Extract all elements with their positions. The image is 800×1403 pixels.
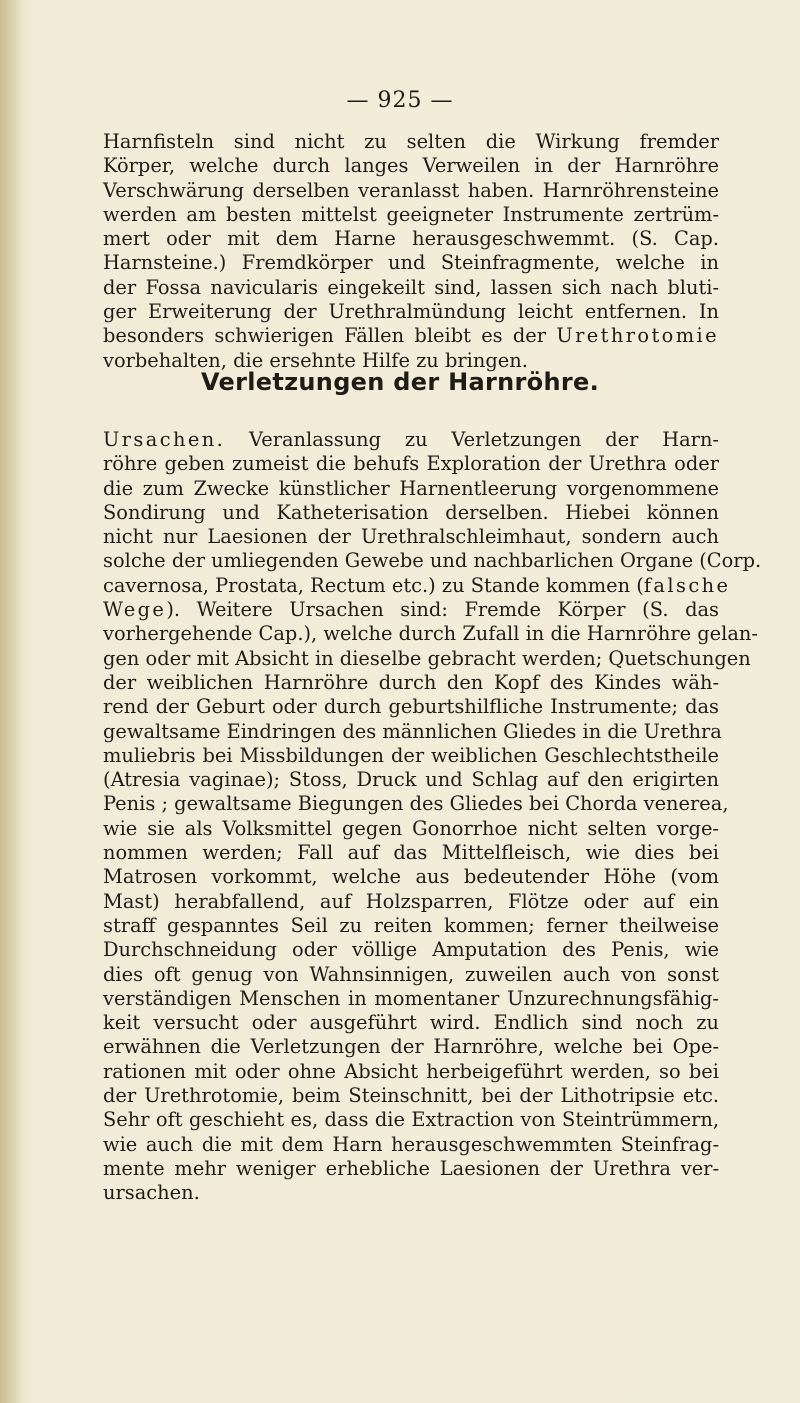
- text-line: keit versucht oder ausgeführt wird. Endlich sind noch zu: [103, 1011, 719, 1035]
- text-line: mente mehr weniger erhebliche Laesionen der Urethra ver-: [103, 1156, 719, 1180]
- emphasized-term: falsche: [643, 573, 731, 597]
- section-paragraph: [103, 428, 762, 1206]
- text-line: nommen werden; Fall auf das Mittelfleisch, wie dies bei: [103, 841, 719, 865]
- text-line: Körper, welche durch langes Verweilen in der Harnröhre: [103, 154, 719, 178]
- text-line: [103, 598, 719, 622]
- text-fragment: cavernosa, Prostata, Rectum etc.) zu Stande kommen (: [103, 573, 644, 597]
- emphasized-term: Wege: [103, 598, 167, 622]
- text-line: gen oder mit Absicht in dieselbe gebracht werden; Quetschungen: [103, 646, 751, 670]
- text-line: (Atresia vaginae); Stoss, Druck und Schlag auf den erigirten: [103, 768, 719, 792]
- text-line: rend der Geburt oder durch geburtshilfliche Instrumente; das: [103, 695, 719, 719]
- text-line: Sehr oft geschieht es, dass die Extraction von Steintrümmern,: [103, 1108, 719, 1132]
- text-line: der Fossa navicularis eingekeilt sind, lassen sich nach bluti-: [103, 275, 719, 299]
- text-fragment: ). Weitere Ursachen sind: Fremde Körper (S. das: [166, 598, 719, 622]
- emphasized-term: Urethrotomie: [556, 324, 719, 348]
- text-line: der weiblichen Harnröhre durch den Kopf des Kindes wäh-: [103, 670, 719, 694]
- text-line: wie auch die mit dem Harn herausgeschwemmten Steinfrag-: [103, 1132, 719, 1156]
- text-line: Harnfisteln sind nicht zu selten die Wirkung fremder: [103, 130, 719, 153]
- text-line: die zum Zwecke künstlicher Harnentleerung vorgenommene: [103, 476, 719, 500]
- text-line: rationen mit oder ohne Absicht herbeigeführt werden, so bei: [103, 1059, 719, 1083]
- text-line: nicht nur Laesionen der Urethralschleimhaut, sondern auch: [103, 525, 719, 549]
- text-line: werden am besten mittelst geeigneter Instrumente zertrüm-: [103, 202, 719, 226]
- text-line: verständigen Menschen in momentaner Unzurechnungsfähig-: [103, 986, 719, 1010]
- text-fragment: besonders schwierigen Fällen bleibt es der: [103, 324, 557, 348]
- text-line: mert oder mit dem Harne herausgeschwemmt. (S. Cap.: [103, 227, 719, 251]
- text-line: [103, 324, 719, 348]
- text-line: Harnsteine.) Fremdkörper und Steinfragmente, welche in: [103, 251, 719, 275]
- text-line: Verschwärung derselben veranlasst haben. Harnröhrensteine: [103, 178, 719, 202]
- text-line: erwähnen die Verletzungen der Harnröhre, welche bei Ope-: [103, 1035, 719, 1059]
- text-line: wie sie als Volksmittel gegen Gonorrhoe nicht selten vorge-: [103, 816, 719, 840]
- spine-shadow: [0, 0, 22, 1403]
- text-line: Durchschneidung oder völlige Amputation des Penis, wie: [103, 938, 719, 962]
- lead-word: Ursachen.: [103, 428, 226, 451]
- text-line: [103, 573, 731, 598]
- text-line: vorbehalten, die ersehnte Hilfe zu bringen.: [103, 348, 528, 372]
- text-line: straff gespanntes Seil zu reiten kommen; ferner theilweise: [103, 913, 719, 937]
- text-line: gewaltsame Eindringen des männlichen Gliedes in die Urethra: [103, 719, 722, 743]
- text-line: ursachen.: [103, 1181, 200, 1205]
- text-fragment: Veranlassung zu Verletzungen der Harn-: [225, 428, 719, 451]
- text-line: röhre geben zumeist die behufs Exploration der Urethra oder: [103, 452, 719, 476]
- intro-paragraph: [103, 130, 719, 373]
- page-number: — 925 —: [346, 88, 454, 113]
- text-line: Penis ; gewaltsame Biegungen des Gliedes bei Chorda venerea,: [103, 792, 729, 816]
- text-line: dies oft genug von Wahnsinnigen, zuweilen auch von sonst: [103, 962, 719, 986]
- text-line: muliebris bei Missbildungen der weiblichen Geschlechtstheile: [103, 743, 719, 767]
- text-line: ger Erweiterung der Urethralmündung leicht entfernen. In: [103, 300, 719, 324]
- text-line: Sondirung und Katheterisation derselben. Hiebei können: [103, 500, 719, 524]
- text-line: vorhergehende Cap.), welche durch Zufall in die Harnröhre gelan-: [103, 622, 758, 646]
- text-line: Matrosen vorkommt, welche aus bedeutender Höhe (vom: [103, 865, 719, 889]
- text-line: solche der umliegenden Gewebe und nachbarlichen Organe (Corp.: [103, 549, 762, 573]
- text-line: der Urethrotomie, beim Steinschnitt, bei der Lithotripsie etc.: [103, 1084, 719, 1108]
- section-heading: Verletzungen der Harnröhre.: [201, 368, 599, 396]
- text-line: Mast) herabfallend, auf Holzsparren, Flötze oder auf ein: [103, 889, 719, 913]
- text-line: [103, 428, 719, 452]
